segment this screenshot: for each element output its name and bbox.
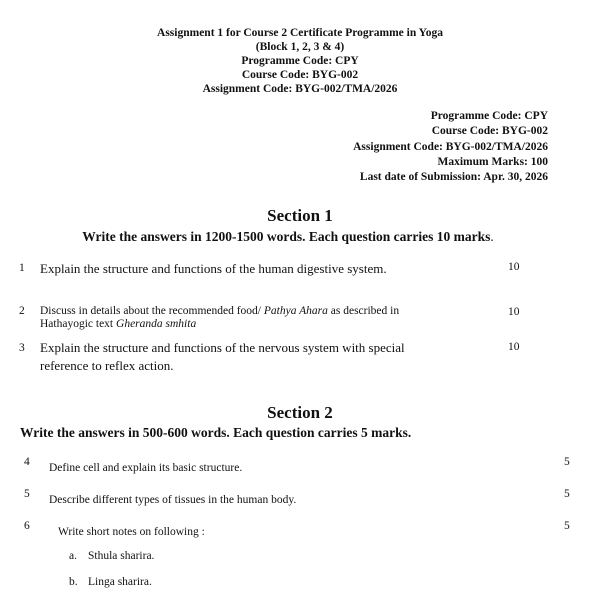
question-number: 6 <box>24 520 30 532</box>
question-number: 3 <box>19 342 25 354</box>
question-text: Define cell and explain its basic structure. <box>49 462 243 474</box>
question-text: Explain the structure and functions of the human digestive system. <box>40 261 387 276</box>
header-title: Assignment 1 for Course 2 Certificate Programme in Yoga <box>157 27 443 39</box>
header-course-code: Course Code: BYG-002 <box>241 69 359 81</box>
meta-programme-code: Programme Code: CPY <box>430 110 548 122</box>
question-text: Describe different types of tissues in the human body. <box>49 494 297 506</box>
section-2-instruction: Write the answers in 500-600 words. Each question carries 5 marks. <box>20 425 412 440</box>
question-text: Discuss in details about the recommended food/ Pathya Ahara as described in Hathayogic text Gheranda smhita <box>40 305 400 330</box>
question-number: 1 <box>19 262 25 274</box>
question-number: 5 <box>24 488 30 500</box>
document-header <box>0 26 600 96</box>
question-marks: 5 <box>564 488 570 500</box>
question-number: 2 <box>19 305 25 317</box>
subitem-text: Linga sharira. <box>88 576 152 588</box>
question-marks: 5 <box>564 456 570 468</box>
meta-last-date: Last date of Submission: Apr. 30, 2026 <box>359 171 548 184</box>
section-1-title: Section 1 <box>267 206 333 225</box>
subitem-text: Sthula sharira. <box>88 550 155 562</box>
meta-assignment-code: Assignment Code: BYG-002/TMA/2026 <box>353 140 548 153</box>
question-marks: 5 <box>564 520 570 532</box>
subitem-label: b. <box>69 576 78 588</box>
header-programme-code: Programme Code: CPY <box>241 55 359 67</box>
subitem-label: a. <box>69 550 77 562</box>
question-text: Write short notes on following : <box>58 526 205 538</box>
question-number: 4 <box>24 456 30 468</box>
question-marks: 10 <box>508 341 520 353</box>
meta-course-code: Course Code: BYG-002 <box>431 125 548 138</box>
header-assignment-code: Assignment Code: BYG-002/TMA/2026 <box>202 83 398 95</box>
question-marks: 10 <box>508 306 520 318</box>
question-marks: 10 <box>508 261 520 273</box>
assignment-meta <box>268 109 548 185</box>
section-1-instruction: Write the answers in 1200-1500 words. Each question carries 10 marks. <box>82 229 494 244</box>
meta-max-marks: Maximum Marks: 100 <box>437 155 548 168</box>
section-2-title: Section 2 <box>267 403 333 422</box>
header-blocks: (Block 1, 2, 3 & 4) <box>255 41 345 53</box>
question-text: Explain the structure and functions of the nervous system with special reference to reflex action. <box>40 340 405 373</box>
